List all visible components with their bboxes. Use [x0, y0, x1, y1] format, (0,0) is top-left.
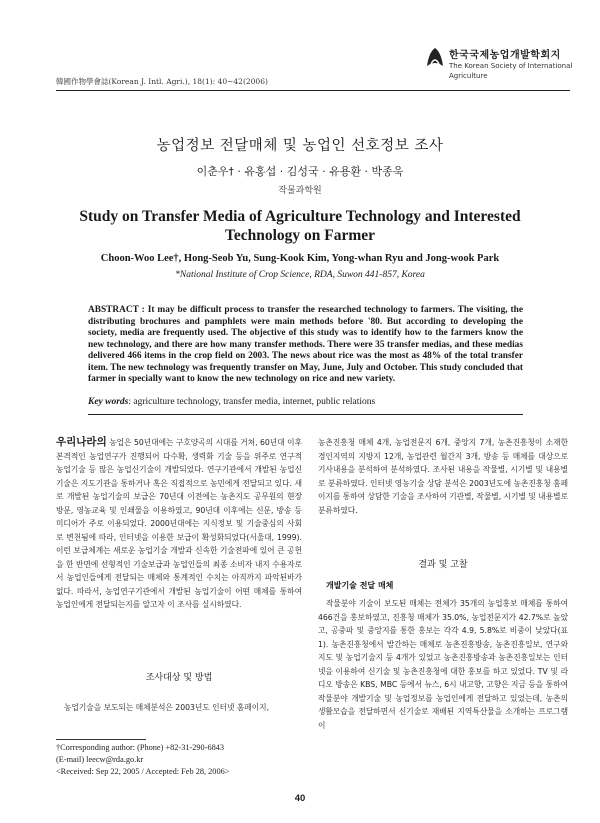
logo-english-name-line2: Agriculture	[449, 72, 488, 80]
abstract-divider	[88, 414, 523, 415]
intro-text: 농업은 50년대에는 구호양곡의 시대를 거쳐, 60년대 이후 본격적인 농업연구가 진행되어 다수확, 생력화 기술 등을 위주로 연구적 농업기술 등 많은 농업신기술이 개발되었다. 연구기관에서 개발된 농업신기술은 지도기관을 통하거나 혹은 직접적으로 농민에게 전달되고 있다. 새로 개발된 농업기술의 보급은 70년대 이전에는 농촌지도 공무원의 현장 방문, 영농교육 및 인쇄물을 이용하였고, 90년대 이후에는 신문, 방송 등 미디어가 주로 이용되었다. 2000년대에는 지식정보 및 기술중심의 사회로 변천됨에 따라, 인터넷을 이용한 보급이 확성화되었다(서울대, 1999). 이런 보급체계는 새로운 농업기술 개발과 신속한 기술전파에 있어 큰 공헌을 한 반면에 선형적인 기술보급과 농업인들의 최종 소비자 내지 수용자로서 농업인들에게 전달되는 매체와 통계적인 수치는 아직까지 파악된바가 없다. 따라서, 농업연구기관에서 개발된 농업기술이 어떤 매체를 통하여 농업인에게 전달되는지를 알고자 이 조사를 실시하였다.	[56, 438, 302, 609]
footnote-email: (E-mail) leecw@rda.go.kr	[56, 755, 144, 764]
section-heading-methods: 조사대상 및 방법	[145, 673, 213, 683]
right-column-text1: 농촌진흥청 매체 4개, 농업전문지 6개, 중앙지 7개, 농촌진흥청이 소재한 경인지역의 지방지 12개, 농업관련 월간지 3개, 방송 등 매체를 대상으로 기사내용을 분석하여 분석하였다. 조사된 내용을 작물별, 시기별 및 내용별로 분류하였다. 인터넷 영농기술 상담 분석은 2003년도에 농촌진흥청 홈페이지를 통하여 상담한 기술을 조사하여 기관별, 작물별, 시기별 및 내용별로 분류하였다.	[318, 438, 568, 515]
section-heading-results: 결과 및 고찰	[418, 560, 468, 570]
intro-dropcap: 우리나라의	[56, 436, 107, 448]
english-affiliation: *National Institute of Crop Science, RDA, Suwon 441-857, Korea	[175, 270, 425, 280]
english-authors: Choon-Woo Lee†, Hong-Seob Yu, Sung-Kook Kim, Yong-whan Ryu and Jong-wook Park	[100, 253, 500, 264]
keywords	[88, 397, 523, 407]
korean-affiliation: 작물과학원	[278, 186, 322, 196]
footnote-divider	[56, 739, 146, 740]
society-logo	[425, 44, 585, 100]
right-column-text2: 작물분야 기술이 보도된 매체는 전체가 35개의 농업홍보 매체를 통하여 466건을 홍보하였고, 진흥청 매체가 35.0%, 농업전문지가 42.7%로 높았고, 공중파 및 중앙지를 통한 홍보는 각각 4.9, 5.8%로 비중이 낮았다(표 1). 농촌진흥청에서 발간하는 매체로 농촌진흥방송, 농촌진흥일보, 연구와 지도 및 농업기술지 등 4개가 있었고 농촌진흥방송과 농촌진흥일보는 인터넷을 이용하여 신기술 및 농촌진흥청에 대한 홍보를 하고 있었다. TV 및 라디오 방송은 KBS, MBC 등에서 뉴스, 6시 내고향, 고향은 지금 등을 통하여 작물분야 개발기술 및 농업정보를 농업인에게 전달하고 있었는데, 농촌의 생활모습을 전달하면서 신기술로 재배된 지역특산물을 소개하는 프로그램이	[318, 599, 568, 730]
abstract: ABSTRACT : It may be difficult process to transfer the researched technology to farmers. The visiting, the distributing brochures and pamphlets were main methods before '80. But according to developing the society, media are frequently used. The objective of this study was to identify how to the farmers know the new technology, and there are how many transfer methods. There were 35 transfer medias, and these medias delivered 466 items in the crop field on 2003. The news about rice was the most as 48% of the total transfer item. The new technology was frequently transfer on May, June, July and October. This study concluded that farmer in specially want to know the new technology on rice and new variety.	[88, 305, 523, 384]
korean-title: 농업정보 전달매체 및 농업인 선호정보 조사	[156, 138, 444, 154]
header-divider	[56, 90, 570, 91]
logo-english-name-line1: The Korean Society of International	[449, 62, 573, 70]
page-number: 40	[294, 793, 306, 804]
journal-reference: 韓國作物學會誌(Korean J. Intl. Agri.), 18(1): 40~42(2006)	[56, 77, 268, 86]
footnote-corresponding: †Corresponding author: (Phone) +82-31-290-6843	[56, 743, 225, 752]
keywords-text: : agriculture technology, transfer media, internet, public relations	[128, 397, 376, 407]
methods-paragraph: 농업기술을 보도되는 매체분석은 2003년도 인터넷 홈페이지,	[64, 703, 270, 712]
footnote-received: <Received: Sep 22, 2005 / Accepted: Feb 28, 2006>	[56, 767, 230, 776]
korean-authors: 이춘우† · 유홍섭 · 김성국 · 유용환 · 박종욱	[196, 165, 404, 178]
english-title: Study on Transfer Media of Agriculture Technology and Interested Technology on Farmer	[79, 208, 521, 244]
intro-paragraph	[56, 436, 302, 612]
subsection-heading: 개발기술 전달 매체	[326, 581, 394, 590]
keywords-label: Key words	[88, 397, 129, 407]
footnotes	[56, 742, 229, 778]
left-column	[56, 436, 302, 612]
logo-korean-name: 한국국제농업개발학회지	[449, 50, 561, 61]
society-emblem-icon	[425, 46, 445, 68]
